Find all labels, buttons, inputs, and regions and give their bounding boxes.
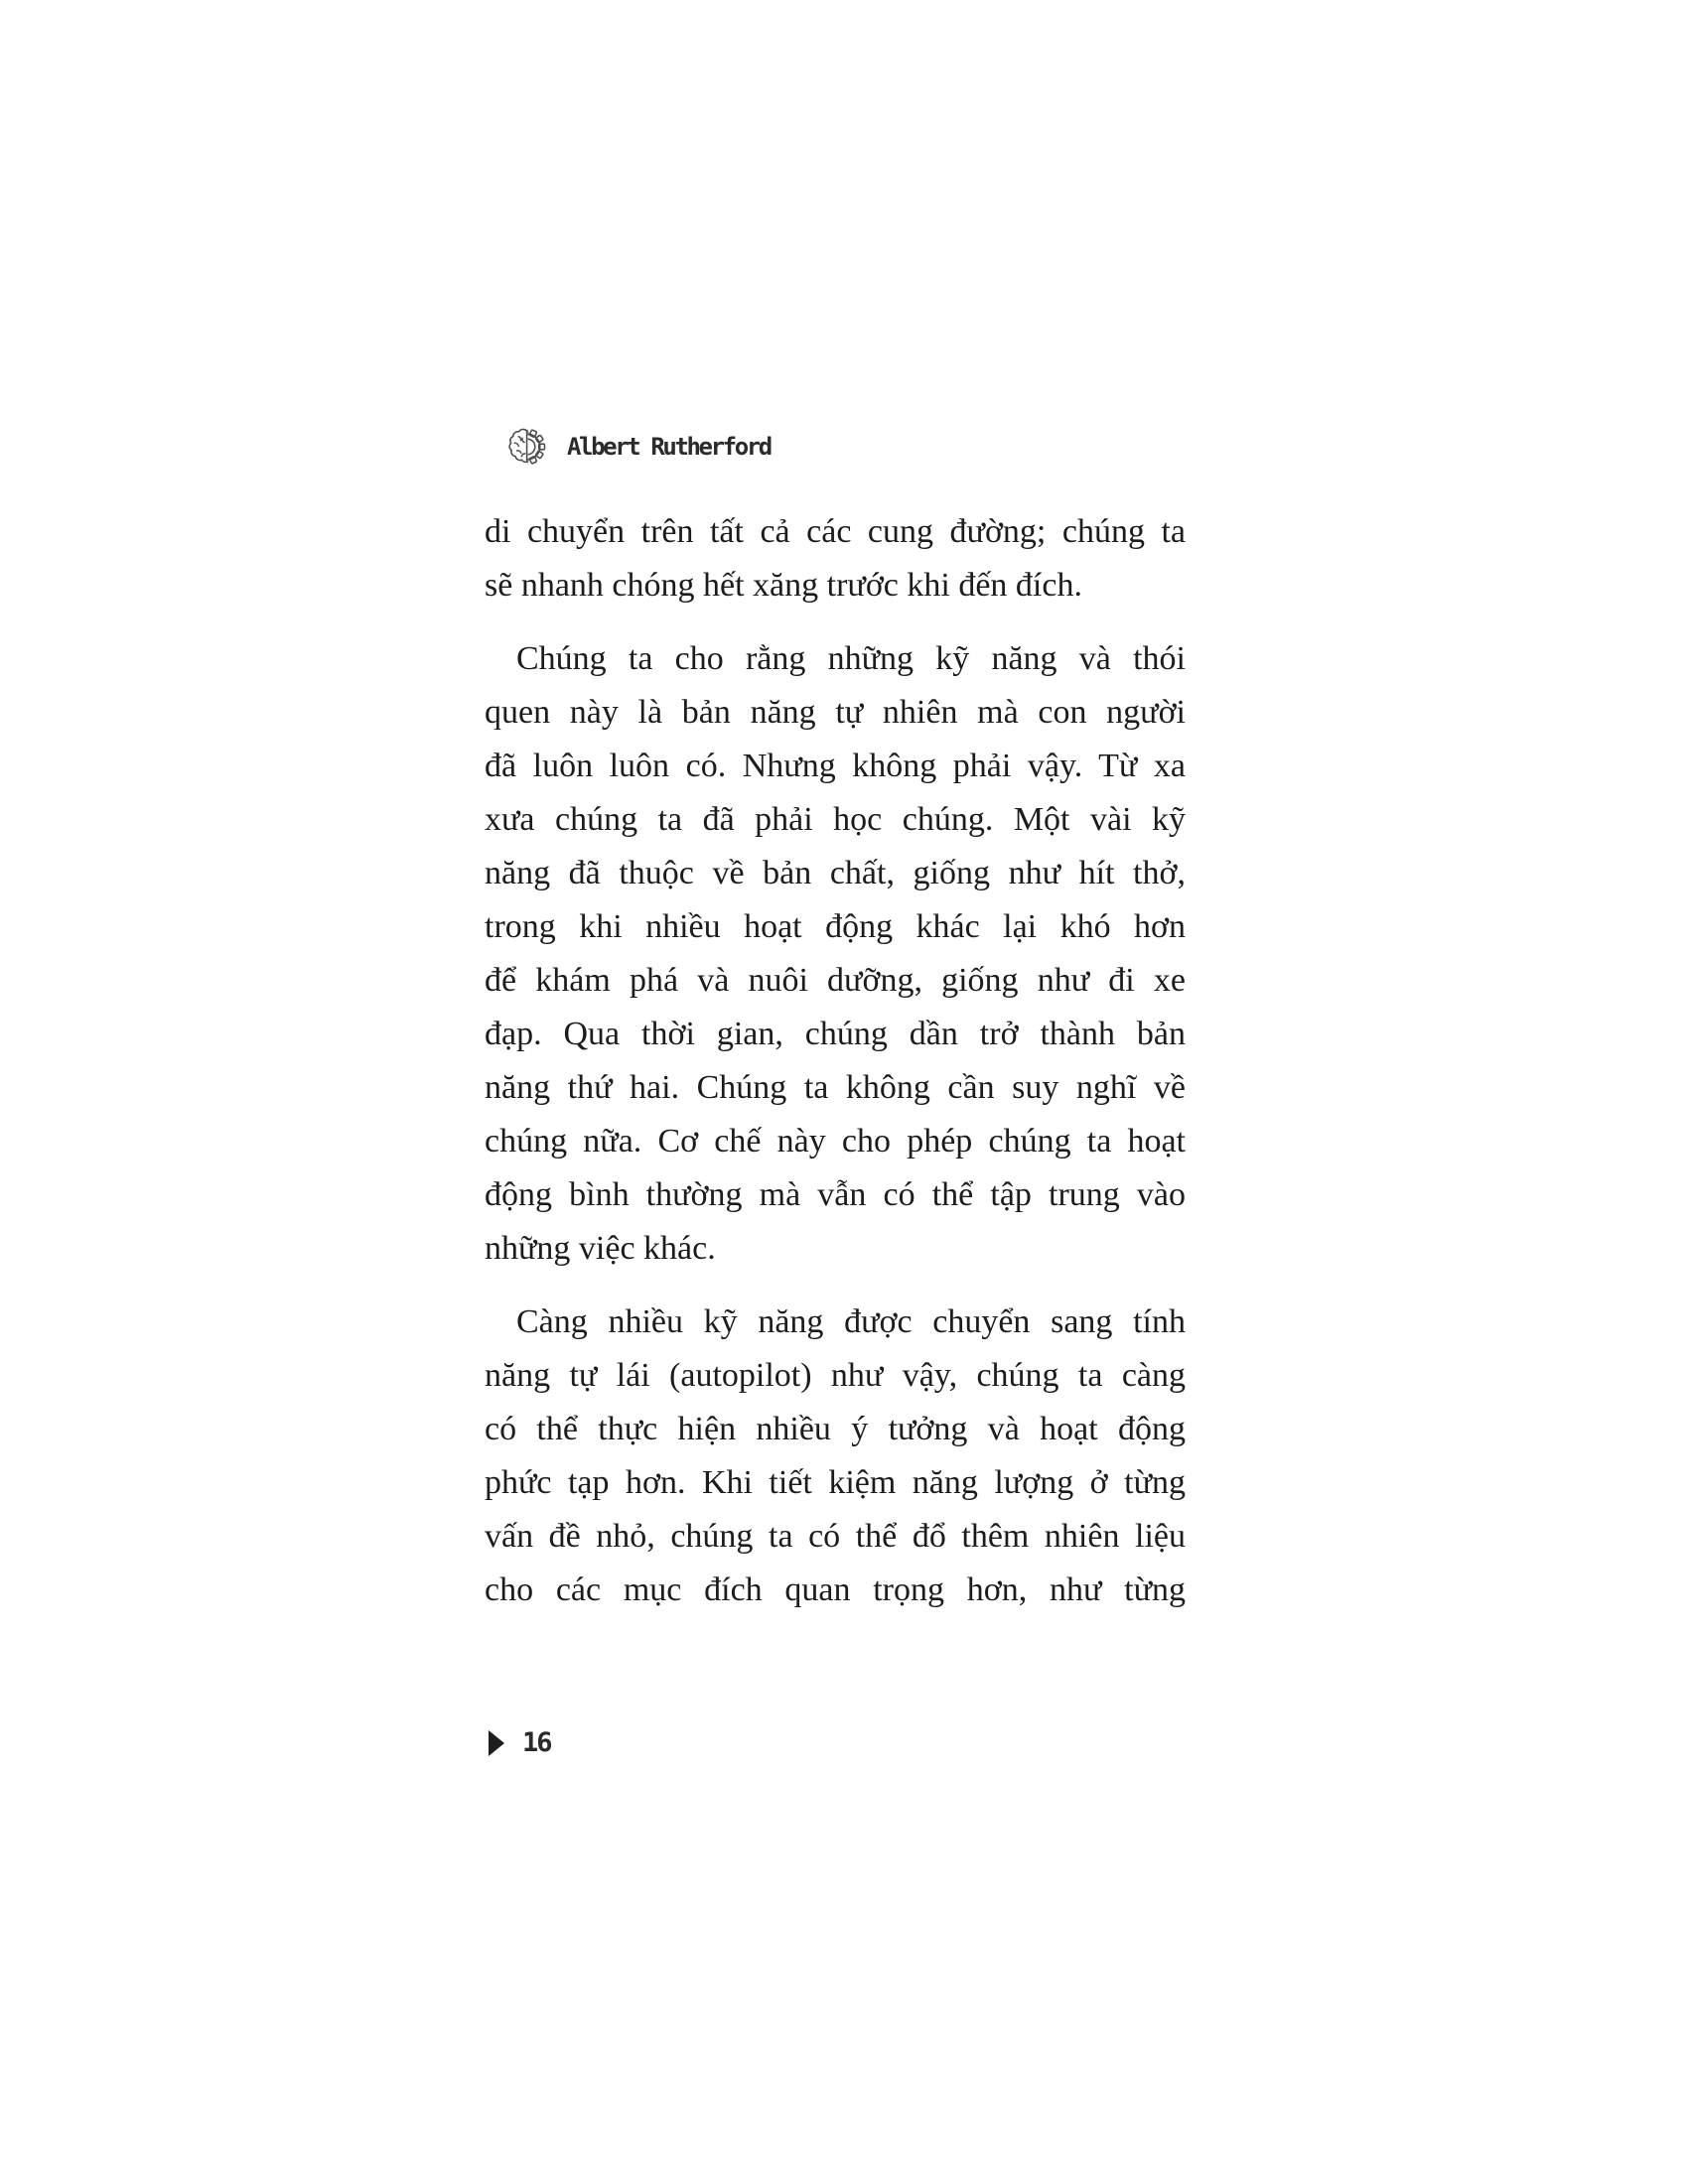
text-line: đạp. Qua thời gian, chúng dần trở thành bản bbox=[485, 1016, 1186, 1052]
text-line: xưa chúng ta đã phải học chúng. Một vài kỹ bbox=[485, 801, 1186, 838]
paragraph bbox=[485, 1296, 1186, 1617]
text-line: vấn đề nhỏ, chúng ta có thể đổ thêm nhiên liệu bbox=[485, 1518, 1186, 1555]
page-number: 16 bbox=[522, 1727, 551, 1758]
text-line: năng đã thuộc về bản chất, giống như hít thở, bbox=[485, 855, 1186, 891]
text-line: để khám phá và nuôi dưỡng, giống như đi xe bbox=[485, 962, 1186, 999]
text-line: năng tự lái (autopilot) như vậy, chúng ta càng bbox=[485, 1357, 1186, 1394]
page-header bbox=[502, 421, 771, 473]
author-name: Albert Rutherford bbox=[567, 433, 771, 461]
text-line: đã luôn luôn có. Nhưng không phải vậy. Từ xa bbox=[485, 748, 1186, 784]
right-triangle-icon bbox=[489, 1730, 504, 1756]
text-line: di chuyển trên tất cả các cung đường; chúng ta bbox=[485, 513, 1186, 550]
text-line: những việc khác. bbox=[485, 1230, 716, 1267]
text-line: có thể thực hiện nhiều ý tưởng và hoạt động bbox=[485, 1411, 1186, 1447]
text-line: động bình thường mà vẫn có thể tập trung vào bbox=[485, 1176, 1186, 1213]
text-line: sẽ nhanh chóng hết xăng trước khi đến đích. bbox=[485, 567, 1082, 604]
text-line: phức tạp hơn. Khi tiết kiệm năng lượng ở từng bbox=[485, 1464, 1186, 1501]
text-line: Chúng ta cho rằng những kỹ năng và thói bbox=[516, 640, 1186, 677]
brain-gear-logo-icon bbox=[502, 422, 552, 472]
text-line: cho các mục đích quan trọng hơn, như từng bbox=[485, 1571, 1186, 1608]
paragraph bbox=[485, 632, 1186, 1276]
page-footer bbox=[489, 1727, 551, 1758]
text-line: quen này là bản năng tự nhiên mà con người bbox=[485, 694, 1186, 731]
paragraph bbox=[485, 505, 1186, 613]
text-line: Càng nhiều kỹ năng được chuyển sang tính bbox=[516, 1303, 1186, 1340]
body-text bbox=[485, 505, 1186, 1617]
text-line: trong khi nhiều hoạt động khác lại khó hơn bbox=[485, 908, 1186, 945]
text-line: năng thứ hai. Chúng ta không cần suy nghĩ về bbox=[485, 1069, 1186, 1106]
text-line: chúng nữa. Cơ chế này cho phép chúng ta hoạt bbox=[485, 1123, 1186, 1160]
